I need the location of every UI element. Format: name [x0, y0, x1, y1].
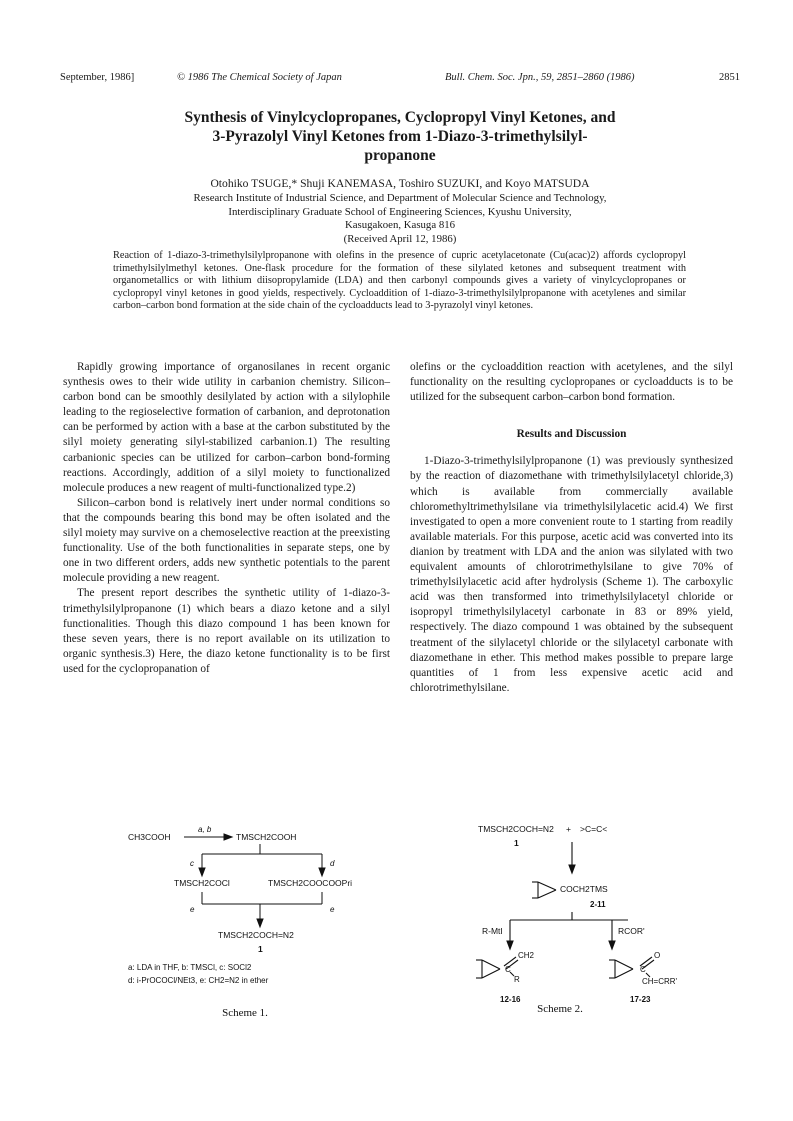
title-line-3: propanone [364, 147, 436, 164]
scheme2-carbon: C [640, 965, 646, 974]
scheme2-oxygen: O [654, 951, 661, 960]
scheme2-compounds-17-23: 17-23 [630, 995, 651, 1004]
scheme1-arrowhead [257, 919, 263, 927]
scheme2-olefin: >C=C< [580, 824, 608, 834]
scheme2-arrowhead [507, 941, 513, 949]
header-journal: Bull. Chem. Soc. Jpn., 59, 2851–2860 (1986) [445, 72, 635, 83]
scheme1-acetic-acid: CH3COOH [128, 832, 171, 842]
scheme2-arrowhead [609, 941, 615, 949]
scheme1-arrow-label: a, b [198, 825, 212, 834]
scheme1-label-e: e [190, 905, 195, 914]
scheme-2-caption: Scheme 2. [537, 1003, 583, 1015]
scheme1-label-e: e [330, 905, 335, 914]
scheme2-methylene: CH2 [518, 951, 535, 960]
scheme1-diazoketone: TMSCH2COCH=N2 [218, 930, 294, 940]
scheme2-compound-1: 1 [514, 838, 519, 848]
scheme-1-caption: Scheme 1. [222, 1007, 268, 1019]
scheme1-label-d: d [330, 859, 335, 868]
received-date: (Received April 12, 1986) [343, 232, 457, 245]
scheme2-silylmethyl-ketone: COCH2TMS [560, 884, 608, 894]
scheme1-silylacetic-acid: TMSCH2COOH [236, 832, 297, 842]
scheme2-diazoketone: TMSCH2COCH=N2 [478, 824, 554, 834]
scheme1-carbonate: TMSCH2COOCOOPri [268, 878, 353, 888]
header-date: September, 1986] [60, 72, 135, 83]
cyclopropane-ring-icon [476, 957, 518, 978]
scheme1-arrowhead [199, 868, 205, 876]
title-line-1: Synthesis of Vinylcyclopropanes, Cyclopropyl Vinyl Ketones, and [184, 109, 616, 126]
author-list: Otohiko TSUGE,* Shuji KANEMASA, Toshiro SUZUKI, and Koyo MATSUDA [210, 177, 590, 190]
header-copyright: © 1986 The Chemical Society of Japan [177, 72, 342, 83]
scheme2-compounds-2-11: 2-11 [590, 900, 606, 909]
abstract: Reaction of 1-diazo-3-trimethylsilylpropanone with olefins in the presence of cupric acetylacetonate (Cu(acac)2) affords cyclopropyl trimethylsilylmethyl ketones. One-flask procedure for the formation of these silylated ketones and subsequent treatment with organometallics or with lithium diisopropylamide (LDA) and then carbonyl compounds gives a variety of vinylcyclopropanes or cyclopropyl vinyl ketones in good yields, respectively. Cycloaddition of 1-diazo-3-trimethylsilylpropanone with acetylenes and similar carbon–carbon bond formation at the side chain of the cycloadducts lead to 3-pyrazolyl vinyl ketones. [113, 250, 686, 312]
scheme2-compounds-12-16: 12-16 [500, 995, 521, 1004]
title-line-2: 3-Pyrazolyl Vinyl Ketones from 1-Diazo-3-trimethylsilyl- [212, 128, 588, 145]
paragraph: Rapidly growing importance of organosilanes in recent organic synthesis owes to their wide utility in carbanion chemistry. Silicon–carbon bond can be smoothly desilylated by action with a silylophile leading to the regioselective formation of carbanion, and deprotonation can be performed by action with a base at the carbon substituted by the silyl moiety generating silyl-stabilized carbanion.1) The resulting carbanionic species can be utilized for carbon–carbon bond-forming reactions. Accordingly, addition of a silyl moiety to functionalized molecule produces a new reagent of multi-functionalized type.2) [63, 361, 390, 494]
scheme2-arrowhead [569, 865, 575, 873]
paragraph: 1-Diazo-3-trimethylsilylpropanone (1) was previously synthesized by the reaction of diazomethane with trimethylsilylacetyl chloride,3) which is available from commercially available chloromethyltrimethylsilane via trimethylsilylacetic acid.4) We first investigated to open a more convenient route to 1 starting from readily available materials. For this purpose, acetic acid was converted into its dianion by treatment with LDA and the anion was silylated with two equivalent amounts of chlorotrimethylsilane to give 70% of trimethylsilylacetic acid after hydrolysis (Scheme 1). The carboxylic acid was then transformed into trimethylsilylacetyl chloride or isopropyl trimethylsilylacetyl carbonate in 83 or 89% yield, respectively. The diazo compound 1 was obtained by the subsequent treatment of the silylacetyl chloride or the silylacetyl carbonate with diazomethane in ether. This method makes possible to prepare large quantities of 1 from less expensive acetic acid and chlorotrimethylsilane. [410, 455, 733, 694]
scheme2-vinyl-group: CH=CRR' [642, 977, 678, 986]
scheme1-arrowhead [224, 834, 232, 840]
cyclopropane-ring-icon [609, 957, 654, 978]
scheme-1-diagram [120, 820, 370, 1020]
scheme1-legend-line-1: a: LDA in THF, b: TMSCl, c: SOCl2 [128, 963, 252, 972]
scheme1-acid-chloride: TMSCH2COCl [174, 878, 230, 888]
scheme1-compound-number: 1 [258, 944, 263, 954]
paragraph: Silicon–carbon bond is relatively inert under normal conditions so that the compounds bearing this bond may be often isolated and the silyl moiety may survive on a chemoselective reaction at the preexisting functionality. Use of the both functionalities in separate steps, one by one in two different orders, adds new synthetic potentials to the parent molecule providing a new reagent. [63, 496, 390, 585]
affiliation-line-3: Kasugakoen, Kasuga 816 [344, 219, 456, 231]
paragraph: olefins or the cycloaddition reaction with acetylenes, and the silyl functionality on the resulting cyclopropanes or cycloadducts is to be utilized for the subsequent carbon–carbon bond formation. [410, 361, 733, 404]
paper-title [100, 108, 700, 165]
scheme-2-diagram [460, 812, 700, 1022]
scheme1-legend-line-2: d: i-PrOCOCl/NEt3, e: CH2=N2 in ether [128, 976, 269, 985]
scheme2-organometallic: R-MtI [482, 926, 503, 936]
scheme2-plus: + [566, 824, 571, 834]
body-column-left [63, 360, 390, 677]
section-heading: Results and Discussion [516, 428, 627, 441]
affiliation [100, 192, 700, 246]
scheme2-r-group: R [514, 975, 520, 984]
scheme1-arrowhead [319, 868, 325, 876]
affiliation-line-2: Interdisciplinary Graduate School of Engineering Sciences, Kyushu University, [228, 205, 572, 218]
paragraph: The present report describes the synthetic utility of 1-diazo-3-trimethylsilylpropanone (1) which bears a diazo ketone and a silyl functionalities. Though this diazo compound 1 has been known for these seven years, there is no report available on its utilization to organic synthesis.3) Here, the diazo ketone functionality is to be first used for the cyclopropanation of [63, 587, 390, 675]
cyclopropane-ring-icon [532, 882, 556, 898]
body-column-right [410, 360, 733, 696]
scheme1-label-c: c [190, 859, 194, 868]
scheme2-carbon: C [505, 965, 511, 974]
affiliation-line-1: Research Institute of Industrial Science, and Department of Molecular Science and Technology, [193, 192, 607, 204]
running-header [60, 72, 740, 88]
scheme2-carbonyl-compound: RCOR' [618, 926, 645, 936]
header-page-number: 2851 [719, 72, 740, 83]
